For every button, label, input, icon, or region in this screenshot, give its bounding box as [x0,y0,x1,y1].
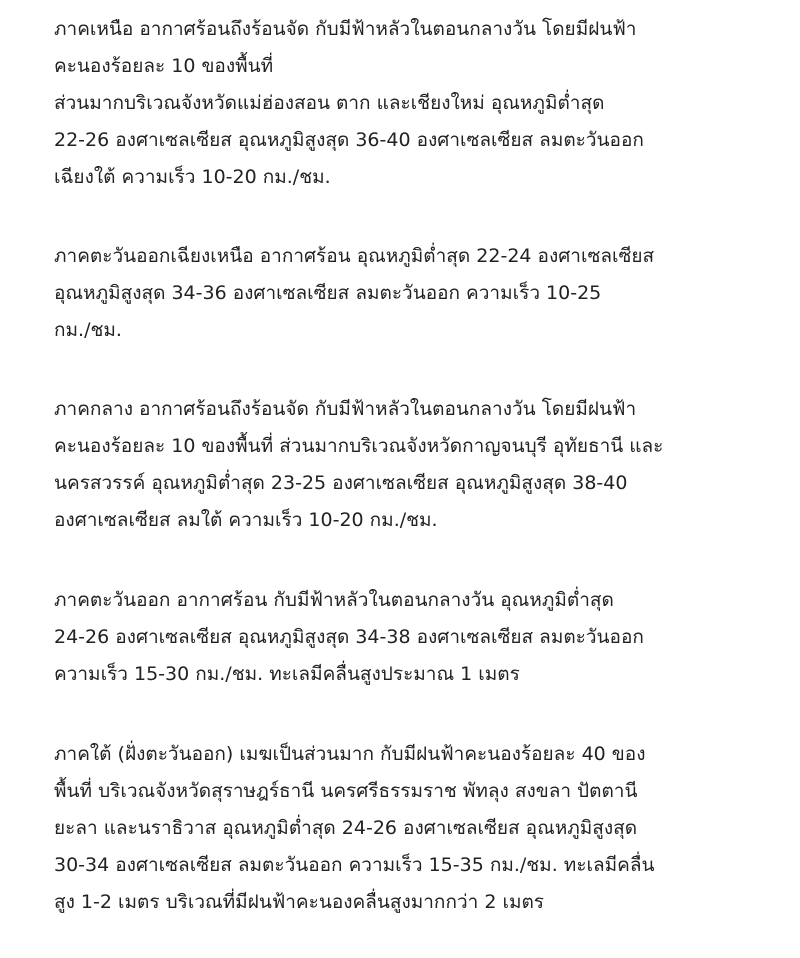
forecast-line: กม./ชม. [54,319,122,341]
forecast-line: นครสวรรค์ อุณหภูมิต่ำสุด 23-25 องศาเซลเซียส อุณหภูมิสูงสุด 38-40 [54,472,628,494]
forecast-line: ยะลา และนราธิวาส อุณหภูมิต่ำสุด 24-26 องศาเซลเซียส อุณหภูมิสูงสุด [54,817,638,839]
forecast-paragraph-east [54,582,754,693]
forecast-line: เฉียงใต้ ความเร็ว 10-20 กม./ชม. [54,166,331,188]
forecast-line: ภาคใต้ (ฝั่งตะวันออก) เมฆเป็นส่วนมาก กับมีฝนฟ้าคะนองร้อยละ 40 ของ [54,743,646,765]
forecast-line: พื้นที่ บริเวณจังหวัดสุราษฎร์ธานี นครศรีธรรมราช พัทลุง สงขลา ปัตตานี [54,780,638,802]
forecast-paragraph-south-east-coast [54,736,754,921]
forecast-line: 22-26 องศาเซลเซียส อุณหภูมิสูงสุด 36-40 องศาเซลเซียส ลมตะวันออก [54,129,644,151]
forecast-line: ภาคตะวันออกเฉียงเหนือ อากาศร้อน อุณหภูมิต่ำสุด 22-24 องศาเซลเซียส [54,245,655,267]
forecast-line: ความเร็ว 15-30 กม./ชม. ทะเลมีคลื่นสูงประมาณ 1 เมตร [54,663,520,685]
forecast-line: 24-26 องศาเซลเซียส อุณหภูมิสูงสุด 34-38 องศาเซลเซียส ลมตะวันออก [54,626,644,648]
forecast-line: ส่วนมากบริเวณจังหวัดแม่ฮ่องสอน ตาก และเชียงใหม่ อุณหภูมิต่ำสุด [54,92,605,114]
forecast-line: 30-34 องศาเซลเซียส ลมตะวันออก ความเร็ว 15-35 กม./ชม. ทะเลมีคลื่น [54,854,655,876]
forecast-paragraph-northeast [54,238,754,349]
forecast-line: อุณหภูมิสูงสุด 34-36 องศาเซลเซียส ลมตะวันออก ความเร็ว 10-25 [54,282,602,304]
forecast-line: คะนองร้อยละ 10 ของพื้นที่ ส่วนมากบริเวณจังหวัดกาญจนบุรี อุทัยธานี และ [54,435,664,457]
forecast-line: ภาคเหนือ อากาศร้อนถึงร้อนจัด กับมีฟ้าหลัวในตอนกลางวัน โดยมีฝนฟ้า [54,18,637,40]
forecast-paragraph-north [54,11,754,196]
forecast-line: องศาเซลเซียส ลมใต้ ความเร็ว 10-20 กม./ชม. [54,509,438,531]
forecast-line: สูง 1-2 เมตร บริเวณที่มีฝนฟ้าคะนองคลื่นสูงมากกว่า 2 เมตร [54,891,545,913]
forecast-line: ภาคกลาง อากาศร้อนถึงร้อนจัด กับมีฟ้าหลัวในตอนกลางวัน โดยมีฝนฟ้า [54,398,637,420]
forecast-line: ภาคตะวันออก อากาศร้อน กับมีฟ้าหลัวในตอนกลางวัน อุณหภูมิต่ำสุด [54,589,614,611]
forecast-line: คะนองร้อยละ 10 ของพื้นที่ [54,55,274,77]
forecast-paragraph-central [54,391,754,539]
